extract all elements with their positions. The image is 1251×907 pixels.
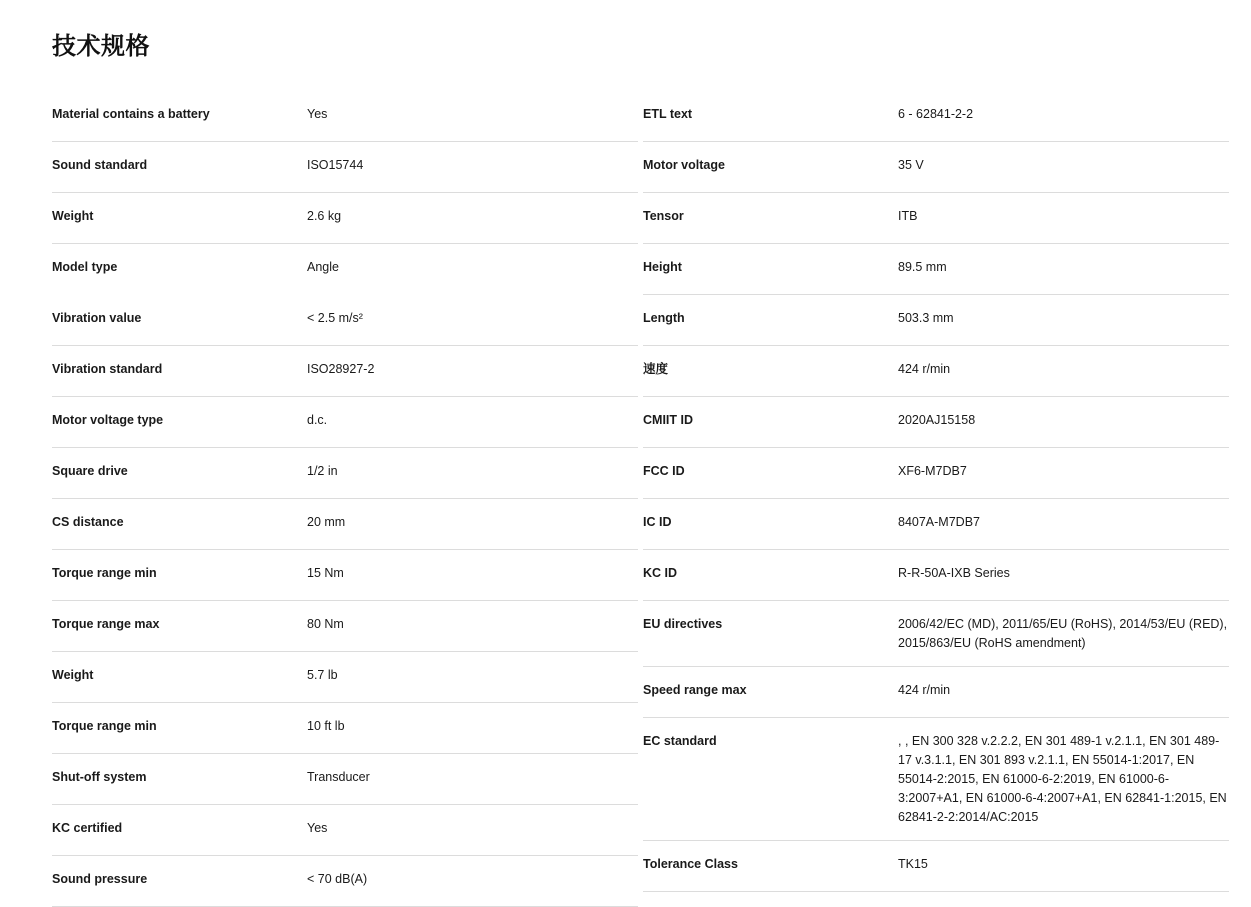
spec-value: Transducer — [307, 770, 370, 784]
spec-row — [643, 244, 1229, 295]
spec-label: Torque range min — [52, 566, 157, 580]
spec-value: 424 r/min — [898, 362, 951, 376]
spec-value: 5.7 lb — [307, 668, 338, 682]
spec-value: ITB — [898, 209, 918, 223]
spec-row — [643, 142, 1229, 193]
spec-value: Angle — [307, 260, 339, 274]
spec-row — [52, 346, 638, 397]
spec-label: Weight — [52, 668, 94, 682]
spec-label: Material contains a battery — [52, 107, 210, 121]
spec-value: < 70 dB(A) — [307, 872, 368, 886]
spec-value: 2006/42/EC (MD), 2011/65/EU (RoHS), 2014/53/EU (RED), 2015/863/EU (RoHS amendment) — [898, 617, 1228, 650]
spec-value: Yes — [307, 821, 328, 835]
spec-label: Model type — [52, 260, 118, 274]
spec-value: 6 - 62841-2-2 — [898, 107, 974, 121]
spec-label: FCC ID — [643, 464, 685, 478]
spec-row — [52, 550, 638, 601]
spec-row — [52, 91, 638, 142]
spec-label: Motor voltage type — [52, 413, 164, 427]
spec-label: EC standard — [643, 734, 717, 748]
spec-row — [52, 856, 638, 907]
spec-label: Length — [643, 311, 685, 325]
spec-row — [52, 295, 638, 346]
page-title: 技术规格 — [52, 33, 150, 60]
spec-value: R-R-50A-IXB Series — [898, 566, 1010, 580]
spec-value: ISO28927-2 — [307, 362, 375, 376]
spec-value: 1/2 in — [307, 464, 338, 478]
spec-row — [643, 601, 1229, 667]
spec-label: CMIIT ID — [643, 413, 693, 427]
spec-row — [52, 397, 638, 448]
spec-value: 80 Nm — [307, 617, 344, 631]
spec-value: 15 Nm — [307, 566, 344, 580]
spec-row — [52, 805, 638, 856]
spec-value: 8407A-M7DB7 — [898, 515, 980, 529]
spec-label: Speed range max — [643, 683, 747, 697]
spec-row — [643, 448, 1229, 499]
spec-value: Yes — [307, 107, 328, 121]
spec-row — [52, 754, 638, 805]
spec-value: ISO15744 — [307, 158, 364, 172]
spec-value: , , EN 300 328 v.2.2.2, EN 301 489-1 v.2.1.1, EN 301 489-17 v.3.1.1, EN 301 893 v.2.1.1, EN 55014-1:2017, EN 55014-2:2015, EN 61000-6-2:2019, EN 61000-6-3:2007+A1, EN 61000-6-4:2007+A1, EN 62841-1:2015, EN 62841-2-2:2014/AC:2015 — [898, 734, 1227, 824]
spec-label: Height — [643, 260, 682, 274]
spec-row — [52, 193, 638, 244]
spec-label: Weight — [52, 209, 94, 223]
spec-row — [52, 142, 638, 193]
spec-label: Motor voltage — [643, 158, 725, 172]
spec-row — [643, 91, 1229, 142]
spec-label: Tensor — [643, 209, 684, 223]
spec-row — [52, 448, 638, 499]
spec-value: 424 r/min — [898, 683, 951, 697]
spec-row — [643, 667, 1229, 718]
spec-row — [643, 346, 1229, 397]
spec-value: 503.3 mm — [898, 311, 954, 325]
spec-value: d.c. — [307, 413, 328, 427]
spec-row — [643, 841, 1229, 892]
spec-label: Sound pressure — [52, 872, 148, 886]
spec-value: XF6-M7DB7 — [898, 464, 967, 478]
spec-label: Torque range min — [52, 719, 157, 733]
spec-value: 10 ft lb — [307, 719, 345, 733]
spec-label: Sound standard — [52, 158, 148, 172]
spec-label: KC ID — [643, 566, 678, 580]
spec-row — [643, 193, 1229, 244]
spec-label: IC ID — [643, 515, 672, 529]
spec-value: < 2.5 m/s² — [307, 311, 363, 325]
spec-row — [52, 601, 638, 652]
spec-label: Tolerance Class — [643, 857, 738, 871]
spec-label: KC certified — [52, 821, 123, 835]
spec-label: CS distance — [52, 515, 124, 529]
spec-label: Square drive — [52, 464, 128, 478]
spec-column-right — [643, 91, 1229, 892]
spec-row — [52, 652, 638, 703]
spec-label: 速度 — [643, 362, 669, 376]
spec-columns — [52, 91, 1228, 907]
spec-label: Shut-off system — [52, 770, 147, 784]
spec-row — [643, 295, 1229, 346]
spec-value: 89.5 mm — [898, 260, 947, 274]
spec-label: Vibration value — [52, 311, 142, 325]
spec-row — [643, 550, 1229, 601]
spec-label: ETL text — [643, 107, 693, 121]
spec-row — [52, 244, 638, 295]
spec-label: Torque range max — [52, 617, 160, 631]
spec-value: 2020AJ15158 — [898, 413, 976, 427]
spec-label: Vibration standard — [52, 362, 163, 376]
spec-value: 35 V — [898, 158, 924, 172]
spec-row — [643, 397, 1229, 448]
spec-label: EU directives — [643, 617, 723, 631]
spec-row — [52, 703, 638, 754]
spec-value: 2.6 kg — [307, 209, 342, 223]
spec-column-left — [52, 91, 638, 907]
spec-row — [643, 499, 1229, 550]
spec-value: TK15 — [898, 857, 928, 871]
spec-row — [643, 718, 1229, 841]
spec-row — [52, 499, 638, 550]
spec-value: 20 mm — [307, 515, 346, 529]
